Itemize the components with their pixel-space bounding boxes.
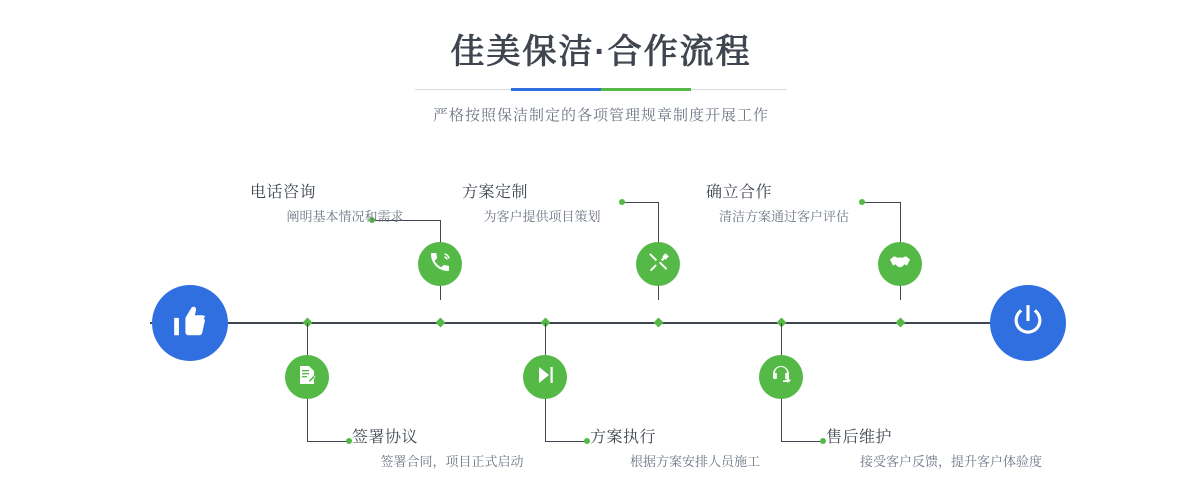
connector-lead-3 bbox=[622, 202, 658, 203]
step-node-5[interactable] bbox=[878, 242, 922, 286]
support-agent-icon bbox=[769, 363, 793, 392]
thumbs-up-icon bbox=[171, 302, 209, 345]
step-desc-1: 阐明基本情况和需求 bbox=[286, 209, 404, 224]
connector-lead-6 bbox=[781, 441, 823, 442]
step-label-4 bbox=[590, 427, 800, 473]
axis-marker-5 bbox=[896, 318, 906, 328]
step-title-3: 方案定制 bbox=[462, 184, 529, 201]
step-desc-5: 清洁方案通过客户评估 bbox=[718, 209, 849, 224]
process-flow-diagram bbox=[0, 160, 1202, 502]
step-desc-2: 签署合同，项目正式启动 bbox=[380, 454, 524, 469]
step-node-1[interactable] bbox=[418, 242, 462, 286]
page-title: 佳美保洁·合作流程 bbox=[450, 33, 752, 71]
step-label-3 bbox=[462, 182, 622, 228]
step-title-1: 电话咨询 bbox=[250, 184, 317, 201]
tools-icon bbox=[646, 250, 670, 279]
step-node-6[interactable] bbox=[759, 355, 803, 399]
handshake-icon bbox=[888, 250, 912, 279]
step-node-2[interactable] bbox=[285, 355, 329, 399]
page-header bbox=[0, 28, 1202, 125]
step-label-1 bbox=[250, 182, 440, 228]
step-title-6: 售后维护 bbox=[826, 429, 893, 446]
title-divider bbox=[415, 88, 787, 91]
step-desc-3: 为客户提供项目策划 bbox=[483, 209, 601, 224]
connector-lead-4 bbox=[545, 441, 587, 442]
step-title-4: 方案执行 bbox=[590, 429, 657, 446]
page-subtitle: 严格按照保洁制定的各项管理规章制度开展工作 bbox=[432, 107, 769, 124]
step-desc-6: 接受客户反馈，提升客户体验度 bbox=[859, 454, 1042, 469]
axis-marker-1 bbox=[436, 318, 446, 328]
step-label-6 bbox=[826, 427, 1076, 473]
document-edit-icon bbox=[295, 363, 319, 392]
divider-green-segment bbox=[601, 88, 691, 91]
connector-lead-2 bbox=[307, 441, 349, 442]
divider-blue-segment bbox=[511, 88, 601, 91]
step-node-3[interactable] bbox=[636, 242, 680, 286]
axis-marker-3 bbox=[654, 318, 664, 328]
step-label-5 bbox=[706, 182, 862, 228]
flow-start-node bbox=[152, 285, 228, 361]
step-desc-4: 根据方案安排人员施工 bbox=[629, 454, 760, 469]
power-icon bbox=[1009, 302, 1047, 345]
step-title-5: 确立合作 bbox=[706, 184, 773, 201]
play-skip-icon bbox=[533, 363, 557, 392]
phone-call-icon bbox=[428, 250, 452, 279]
step-node-4[interactable] bbox=[523, 355, 567, 399]
connector-lead-5 bbox=[862, 202, 900, 203]
step-label-2 bbox=[352, 427, 552, 473]
flow-end-node bbox=[990, 285, 1066, 361]
timeline-axis bbox=[150, 322, 1052, 324]
step-title-2: 签署协议 bbox=[352, 429, 419, 446]
